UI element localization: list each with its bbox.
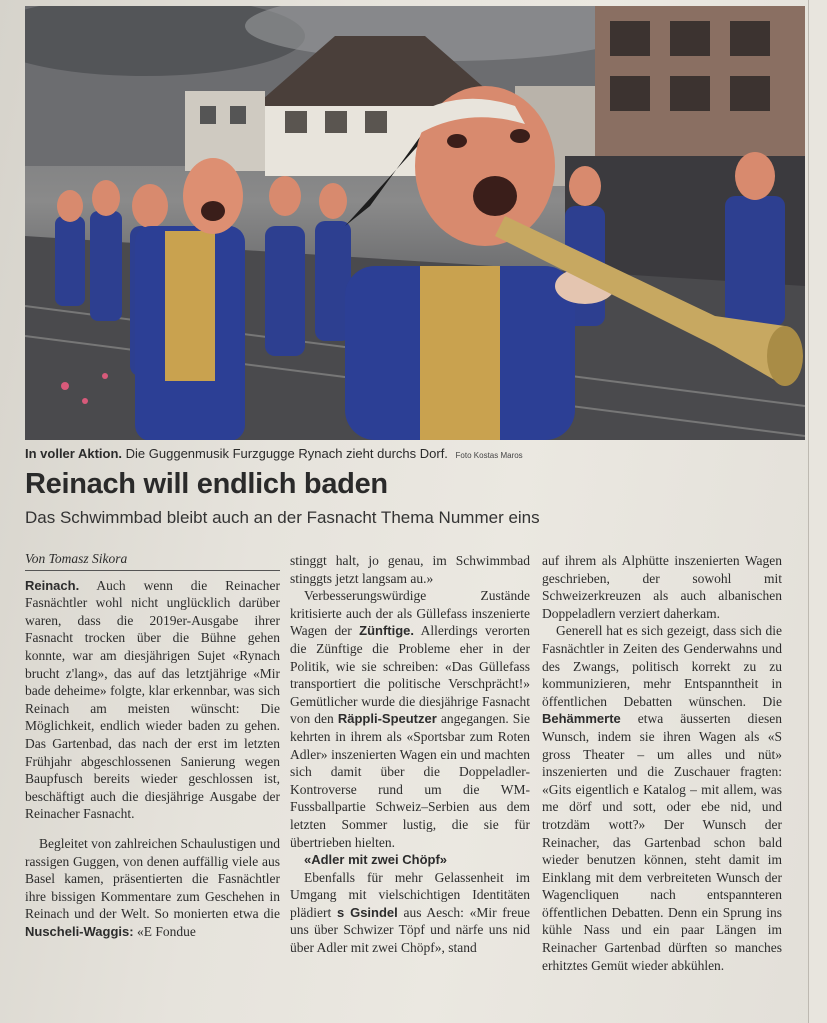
paragraph-intro-text: Auch wenn die Reinacher Fasnächtler wohl nicht unglücklich darüber waren, dass die 2019er-Ausgabe ihrer Fasnacht trocken über die Bühne gehen konnte, war am diesjährigen Sujet «Rynach brucht z'lang», das auf das letztjährige «Mir bade deheime» folgte, klar erkennbar, was sich Reinach am meisten wünscht: Die Möglichkeit, endlich wieder baden zu gehen. Das Gartenbad, das nach der erst im letzten Frühjahr abgeschlossenen Sanierung wegen Baupfusch bereits wieder geschlossen ist, beschäftigt auch die diesjährige Ausgabe der Reinacher Fasnacht. xyxy=(25,577,280,822)
dateline: Reinach. xyxy=(25,577,80,593)
article-column-1 xyxy=(25,550,280,940)
paragraph-4-text-a: Ebenfalls für mehr Gelassenheit im Umgang mit vielschichtigen Identitäten plädiert xyxy=(290,869,530,920)
paragraph-3-text-c: angegangen. Sie kehrten in ihrem als «Sportsbar zum Roten Adler» inszenierten Wagen ein und machten sich damit über die Doppeladler-Kontroverse rund um die WM-Fussballpartie Schweiz–Serbien aus dem letzten Sommer lustig, die sie für übertrieben hielten. xyxy=(290,711,530,850)
paragraph-5: auf ihrem als Alphütte inszenierten Wagen geschrieben, der sowohl mit Schweizerkreuzen als auch albanischen Doppeladlern verziert daherkam. xyxy=(542,553,782,621)
article-subtitle: Das Schwimmbad bleibt auch an der Fasnacht Thema Nummer eins xyxy=(25,508,540,527)
paragraph-3-text-a: Verbesserungswürdige Zustände kritisierte auch der als Güllefass inszenierte Wagen der xyxy=(290,588,530,639)
group-name-behaemmerte: Behämmerte xyxy=(542,711,621,727)
article-column-3 xyxy=(542,552,782,974)
adjacent-page-edge xyxy=(808,0,827,1023)
section-subhead: «Adler mit zwei Chöpf» xyxy=(304,852,448,868)
paragraph-2 xyxy=(25,835,280,941)
paragraph-2-text: Begleitet von zahlreichen Schaulustigen und rassigen Guggen, von denen auffällig viele aus Basel kamen, präsentierten die Fasnächtler ihre bissigen Kommentare zum Geschehen in Reinach und der Welt. So monierten etwa die xyxy=(25,835,280,922)
paragraph-intro xyxy=(25,577,280,823)
caption-text: Die Guggenmusik Furzgugge Rynach zieht durchs Dorf. xyxy=(125,446,448,461)
paragraph-3 xyxy=(290,587,530,851)
group-name-raeppli-speutzer: Räppli-Speutzer xyxy=(337,711,437,727)
paragraph-6 xyxy=(542,622,782,974)
group-name-nuscheli-waggis: Nuscheli-Waggis: xyxy=(25,923,134,939)
paragraph-continued: stinggt halt, jo genau, im Schwimmbad stinggts jetzt langsam au.» xyxy=(290,553,530,586)
paragraph-4-text-b: aus Aesch: «Mir freue uns über Schwizer Töpf und närfe uns nid über Adler mit zwei Chöpf», stand xyxy=(290,904,531,956)
photo-caption xyxy=(25,446,805,461)
paragraph-3-text-b: Allerdings verorten die Zünftige die Probleme eher in der Politik, wie sie schreiben: «Das Güllefass transportiert die politische Verschprächt!» Gemütlicher wurde die diesjährige Fasnacht von den xyxy=(290,623,531,727)
byline: Von Tomasz Sikora xyxy=(25,550,280,571)
caption-lead: In voller Aktion. xyxy=(25,446,123,461)
article-column-2 xyxy=(290,552,530,957)
paragraph-4 xyxy=(290,869,530,957)
paragraph-2-end: «E Fondue xyxy=(136,923,196,939)
photo-credit: Foto Kostas Maros xyxy=(455,451,523,460)
paragraph-6-text-a: Generell hat es sich gezeigt, dass sich die Fasnächtler in Zeiten des Genderwahns und des Zwangs, politisch korrekt zu zu kommunizieren, mehr Entspanntheit in öffentlichen Debatten wünschen. Die xyxy=(542,623,782,709)
article-photo xyxy=(25,6,805,440)
group-name-s-gsindel: s Gsindel xyxy=(336,904,398,920)
group-name-zuenftige: Zünftige. xyxy=(359,623,415,639)
carnival-parade-illustration xyxy=(25,6,805,440)
article-headline: Reinach will endlich baden xyxy=(25,468,388,500)
paragraph-6-text-b: etwa äusserten diesen Wunsch, indem sie ihren Wagen als «S gross Theater – um alles und nüt» inszenierten und die Zuschauer fragten: «Gits eigentlich e Katalog – mit allem, was me dörf und sott, oder ebe nid, und trotzdäm wott?» Der Wunsch der Reinacher, das Gartenbad schon bald wieder benutzen können, steht damit im Einklang mit dem verbreiteten Wunsch der Wagencliquen nach entspannteren öffentlichen Debatten. Denn ein Sprung ins kühle Nass und ein paar Längen im Reinacher Gartenbad dürften so manches erhitztes Gemüt wieder abkühlen. xyxy=(542,711,783,973)
